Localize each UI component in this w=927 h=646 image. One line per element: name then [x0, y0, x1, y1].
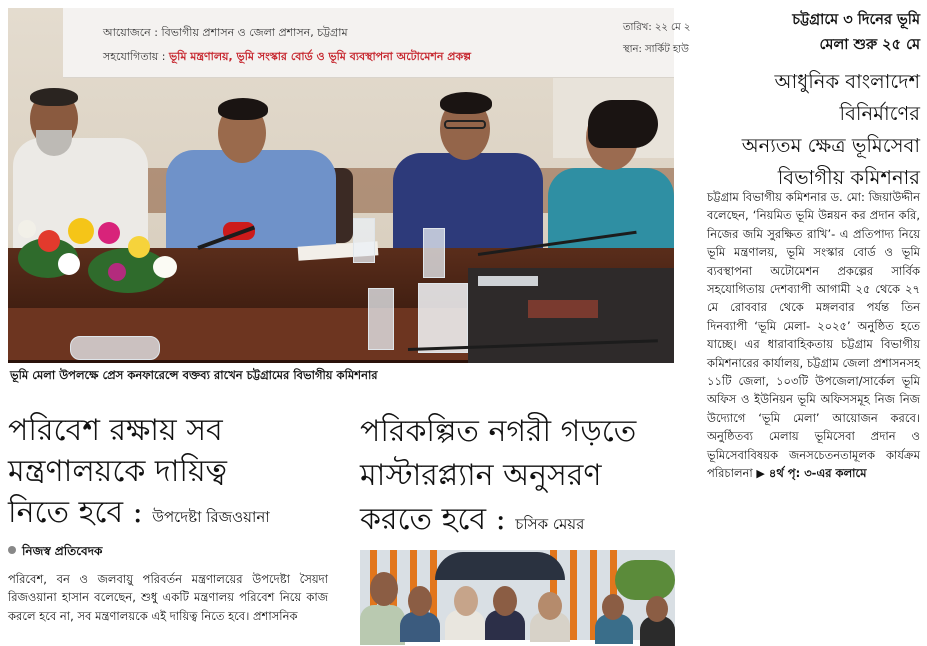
banner-cooperation-label: সহযোগিতায় :	[103, 50, 166, 63]
water-glass	[353, 218, 375, 263]
headline-text: করতে হবে :	[360, 502, 506, 537]
right-article-text: চট্টগ্রাম বিভাগীয় কমিশনার ড. মো: জিয়াউদ্দীন বলেছেন, ‘নিয়মিত ভূমি উন্নয়ন কর প্রদান করি, নিজের জমি সুরক্ষিত রাখি’- এ প্রতিপাদ্য নিয়ে ভূমি মন্ত্রণালয়, ভূমি সংস্কার বোর্ড ও ভূমি ব্যবস্থাপনা অটোমেশন প্রকল্পের সার্বিক সহযোগিতায় দেশব্যাপী আগামী ২৫ থেকে ২৭ মে রোববার থেকে মঙ্গলবার পর্যন্ত তিন দিনব্যাপী ‘ভূমি মেলা- ২০২৫’ অনুষ্ঠিত হতে যাচ্ছে। এর ধারাবাহিকতায় চট্টগ্রাম বিভাগীয় কমিশনারের কার্যালয়, চট্টগ্রাম জেলা প্রশাসনসহ ১১টি জেলা, ১০৩টি উপজেলা/সার্কেল ভূমি অফিস ও ইউনিয়ন ভূমি অফিসসমূহ নিজ নিজ উদ্যোগে ‘ভূমি মেলা’ আয়োজন করবে। অনুষ্ঠিতব্য মেলায় ভূমিসেবা প্রদান ও ভূমিসেবাবিষয়ক জনসচেতনতামূলক কার্যক্রম পরিচালনা	[707, 190, 920, 481]
water-bottle	[418, 283, 468, 353]
headline-line: মন্ত্রণালয়কে দায়িত্ব	[8, 454, 227, 489]
headline-line: পরিকল্পিত নগরী গড়তে	[360, 414, 637, 449]
middle-article-headline	[360, 410, 675, 546]
person-center-right-hair	[440, 92, 492, 114]
headline-text: নিতে হবে :	[8, 495, 143, 530]
phone	[478, 276, 538, 286]
banner-date: তারিখ: ২২ মে ২	[623, 22, 691, 33]
right-article-kicker	[792, 8, 920, 58]
kicker-line: চট্টগ্রামে ৩ দিনের ভূমি	[792, 12, 920, 28]
right-article-headline	[695, 66, 920, 194]
water-glass	[368, 288, 394, 350]
banner-venue: স্থান: সার্কিট হাউ	[623, 44, 689, 55]
person-speaker-hair	[218, 98, 268, 120]
flower-bouquet	[8, 208, 198, 308]
headline-line: মাস্টারপ্ল্যান অনুসরণ	[360, 458, 602, 493]
arrow-right-icon: ▶	[756, 467, 765, 481]
right-article-body	[707, 188, 920, 484]
left-article-body: পরিবেশ, বন ও জলবায়ু পরিবর্তন মন্ত্রণালয়ের উপদেষ্টা সৈয়দা রিজওয়ানা হাসান বলেছেন, শুধু একটি মন্ত্রণালয় পরিবেশ নিয়ে কাজ করলে হবে না, সব মন্ত্রণালয়কে এই দায়িত্ব নিতে হবে। প্রশাসনিক	[8, 572, 328, 623]
event-banner	[63, 8, 691, 78]
continuation-link[interactable]	[756, 466, 866, 480]
water-glass	[423, 228, 445, 278]
headline-line: পরিবেশ রক্ষায় সব	[8, 413, 223, 448]
kicker-line: মেলা শুরু ২৫ মে	[819, 37, 920, 53]
umbrella-icon	[435, 552, 565, 580]
continuation-text: ৪র্থ পৃ: ৩-এর কলামে	[768, 466, 867, 481]
headline-attribution: চসিক মেয়র	[515, 515, 585, 533]
photo-caption: ভূমি মেলা উপলক্ষে প্রেস কনফারেন্সে বক্তব্য রাখেন চট্টগ্রামের বিভাগীয় কমিশনার	[10, 368, 378, 382]
headline-line	[8, 492, 338, 538]
person-left-hair	[30, 88, 78, 106]
glasses-icon	[444, 120, 486, 129]
byline-text: নিজস্ব প্রতিবেদক	[22, 544, 103, 558]
left-article-headline	[8, 410, 338, 538]
headline-line: অন্যতম ক্ষেত্র ভূমিসেবা	[741, 134, 920, 157]
left-article	[8, 410, 338, 638]
middle-article	[360, 410, 675, 638]
headline-line	[360, 498, 675, 546]
headline-line: আধুনিক বাংলাদেশ বিনির্মাণের	[774, 70, 920, 125]
middle-article-photo	[360, 550, 675, 640]
byline	[8, 543, 102, 563]
banner-cooperation	[103, 48, 471, 67]
banner-organizer: আয়োজনে : বিভাগীয় প্রশাসন ও জেলা প্রশাসন, চট্টগ্রাম	[103, 26, 348, 39]
banner-cooperation-text: ভূমি মন্ত্রণালয়, ভূমি সংস্কার বোর্ড ও ভূমি ব্যবস্থাপনা অটোমেশন প্রকল্প	[168, 50, 472, 63]
press-conference-photo	[8, 8, 691, 360]
notebook	[528, 300, 598, 318]
bullet-icon	[8, 546, 16, 554]
headline-attribution: উপদেষ্টা রিজওয়ানা	[152, 508, 270, 526]
water-glass-front	[70, 336, 160, 360]
headline-line: বিভাগীয় কমিশনার	[777, 166, 920, 189]
right-article	[695, 8, 920, 638]
tree	[615, 560, 675, 600]
person-right-hair	[588, 100, 658, 148]
